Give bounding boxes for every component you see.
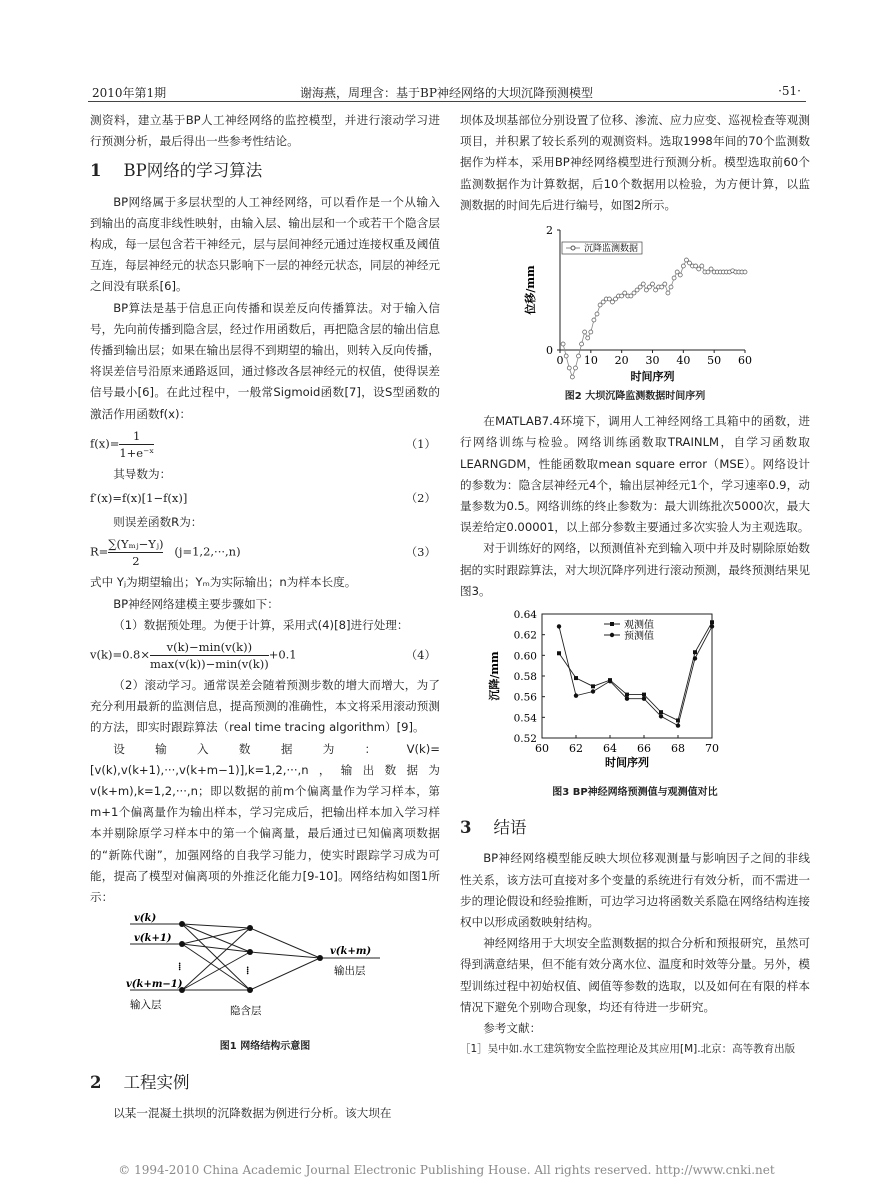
data-point <box>570 375 574 379</box>
data-point <box>625 697 629 701</box>
x-axis-label: 时间序列 <box>605 756 649 770</box>
right-column <box>460 110 810 1060</box>
figure-caption: 图2 大坝沉降监测数据时间序列 <box>564 391 706 403</box>
data-point <box>672 276 676 280</box>
data-point <box>574 693 578 697</box>
y-tick-label: 0.54 <box>513 712 537 725</box>
left-column <box>90 110 440 1124</box>
label: 其导数为： <box>113 466 172 481</box>
paragraph: 测资料，建立基于BP人工神经网络的监控模型，并进行滚动学习进行预测分析，最后得出一些参考性结论。 <box>90 113 440 149</box>
data-point <box>583 330 587 334</box>
reference-item: ［1］吴中如.水工建筑物安全监控理论及其应用[M].北京：高等教育出版 <box>460 1043 796 1056</box>
y-axis-label: 位移/mm <box>524 265 537 315</box>
data-point <box>642 697 646 701</box>
x-tick-label: 70 <box>705 742 719 756</box>
x-tick-label: 60 <box>535 742 549 756</box>
prediction-comparison-chart <box>460 606 810 778</box>
paragraph: （2）滚动学习。通常误差会随着预测步数的增大而增大，为了充分利用最新的监测信息，提高预测的准确性，本文将采用滚动预测的方法，即实时跟踪算法（real time tracing algorithm）[9]。 <box>90 678 440 735</box>
paragraph: （1）数据预处理。为便于计算，采用式(4)[8]进行处理： <box>113 617 409 632</box>
paragraph: BP神经网络建模主要步骤如下： <box>113 596 279 611</box>
data-point <box>743 270 747 274</box>
equation-4: v(k)=0.8× $\frac{v(k)-\min(v(k))}{\max(v(k))-\min(v(k))}$ +0.1 （4） <box>90 640 436 672</box>
data-point <box>589 330 593 334</box>
data-point <box>591 689 595 693</box>
svg-text:⁞: ⁞ <box>178 962 182 974</box>
data-point <box>557 624 561 628</box>
paragraph: 设输入数据为：V(k)=[v(k),v(k+1),···,v(k+m−1)],k=1,2,···,n，输出数据为v(k+m),k=1,2,···,n；即以数据的前m个偏离量作为学习样本，第m+1个偏离量作为输出样本，学习完成后，把输出样本加入学习样本并剔除原学习样本中的第一个偏离量，最后通过已知偏离项数据的“新陈代谢”，加强网络的自我学习能力，使实时跟踪学习成为可能，提高了模型对偏离项的外推泛化能力[9-10]。网络结构如图1所示： <box>90 741 440 905</box>
data-point <box>651 282 655 286</box>
journal-issue: 2010年第1期 <box>92 86 167 100</box>
data-point <box>700 264 704 268</box>
data-point <box>591 684 595 688</box>
legend-label: 预测值 <box>624 631 654 643</box>
input-layer-label: 输入层 <box>130 999 162 1012</box>
figure-caption: 图1 网络结构示意图 <box>219 1041 311 1053</box>
page-number: ·51· <box>778 84 801 98</box>
legend-label: 观测值 <box>624 620 654 632</box>
data-point <box>681 264 685 268</box>
y-tick-label: 0.52 <box>513 733 537 746</box>
data-point <box>693 650 697 654</box>
input-label: v(k+m−1) <box>126 979 183 991</box>
data-point <box>669 285 673 289</box>
data-point <box>577 354 581 358</box>
data-point <box>641 282 645 286</box>
data-point <box>693 656 697 660</box>
data-point <box>608 679 612 683</box>
data-point <box>663 282 667 286</box>
x-tick-label: 66 <box>637 742 651 756</box>
x-axis-label: 时间序列 <box>630 370 675 383</box>
section-heading: 2 工程实例 <box>90 1072 190 1092</box>
paragraph: 对于训练好的网络，以预测值补充到输入项中并及时剔除原始数据的实时跟踪算法，对大坝沉降序列进行滚动预测，最终预测结果见图3。 <box>460 541 810 598</box>
y-tick-label: 0.58 <box>513 671 537 684</box>
x-tick-label: 60 <box>738 354 752 368</box>
output-layer-label: 输出层 <box>334 965 366 978</box>
paragraph: BP算法是基于信息正向传播和误差反向传播算法。对于输入信号，先向前传播到隐含层，经过作用函数后，再把隐含层的输出信息传播到输出层；如果在输出层得不到期望的输出，则转入反向传播，将误差信号沿原来通路返回，通过修改各层神经元的权值，使得误差信号最小[6]。在此过程中，一般常Sigmoid函数[7]，设S型函数的激活作用函数f(x)： <box>90 300 440 421</box>
paragraph: 坝体及坝基部位分别设置了位移、渗流、应力应变、巡视检查等观测项目，并积累了较长系列的观测资料。选取1998年间的70个监测数据作为样本，采用BP神经网络模型进行预测分析。模型选取前60个监测数据作为计算数据，后10个数据用以检验，为方便计算，以监测数据的时间先后进行编号，如图2所示。 <box>460 113 810 212</box>
equation-1: f(x)= $\frac{1}{\text{1+e⁻ˣ}}$ （1） <box>90 428 436 460</box>
references-label: 参考文献： <box>483 1021 542 1036</box>
data-point <box>710 620 714 624</box>
data-point <box>678 273 682 277</box>
label: 则误差函数R为： <box>113 515 203 530</box>
figure-caption: 图3 BP神经网络预测值与观测值对比 <box>552 787 718 799</box>
data-point <box>659 710 663 714</box>
paragraph: 神经网络用于大坝安全监测数据的拟合分析和预报研究，虽然可得到满意结果，但不能有效分离水位、温度和时效等分量。另外，模型训练过程中初始权值、阈值等参数的选取，以及如何在有限的样本情况下避免个别吻合现象，均还有待进一步研究。 <box>460 936 810 1014</box>
x-tick-label: 68 <box>671 742 685 756</box>
y-tick-label: 0.60 <box>513 650 537 663</box>
data-point <box>659 714 663 718</box>
data-point <box>557 651 561 655</box>
x-tick-label: 50 <box>707 354 722 368</box>
paragraph: BP神经网络模型能反映大坝位移观测量与影响因子之间的非线性关系，该方法可直接对多个变量的系统进行有效分析，而不需进一步的理论假设和经验推断，可边学习边将函数关系隐在网络结构连接权中以形成函数映射结构。 <box>460 851 810 930</box>
data-point <box>580 342 584 346</box>
y-tick-label: 0 <box>546 344 553 358</box>
input-label: v(k+1) <box>134 933 172 945</box>
legend-marker <box>610 622 614 626</box>
header-rule <box>88 101 806 102</box>
data-point <box>710 624 714 628</box>
y-tick-label: 0.62 <box>513 629 537 642</box>
copyright-footer: © 1994-2010 China Academic Journal Electronic Publishing House. All rights reserved. http://www.cnki.net <box>118 1163 775 1177</box>
equation-3: R= $\frac{\text{∑(Yₘⱼ−Yⱼ)}}{2}$ (j=1,2,···,n) （3） <box>90 537 436 569</box>
x-tick-label: 0 <box>556 354 564 368</box>
x-tick-label: 40 <box>676 354 691 368</box>
hidden-layer-label: 隐含层 <box>230 1005 262 1018</box>
x-tick-label: 64 <box>603 742 617 756</box>
paragraph: 以某一混凝土拱坝的沉降数据为例进行分析。该大坝在 <box>113 1105 392 1120</box>
y-axis-label: 沉降/mm <box>488 651 501 701</box>
data-point <box>666 291 670 295</box>
svg-text:⁞: ⁞ <box>246 966 250 978</box>
data-point <box>625 693 629 697</box>
x-tick-label: 10 <box>583 354 598 368</box>
section-heading: 3 结语 <box>460 818 527 838</box>
equation-2: f′(x)=f(x)[1−f(x)] （2） <box>90 491 436 506</box>
data-point <box>573 366 577 370</box>
output-label: v(k+m) <box>330 946 372 958</box>
section-heading: 1 BP网络的学习算法 <box>90 161 263 181</box>
data-point <box>561 342 565 346</box>
data-point <box>592 318 596 322</box>
data-point <box>676 723 680 727</box>
legend-label: 沉降监测数据 <box>584 244 639 255</box>
data-point <box>574 676 578 680</box>
y-tick-label: 0.64 <box>513 609 537 622</box>
network-structure-figure <box>90 912 440 1032</box>
y-tick-label: 2 <box>546 224 553 238</box>
x-tick-label: 20 <box>614 354 629 368</box>
data-point <box>595 312 599 316</box>
y-tick-label: 0.56 <box>513 691 537 704</box>
paragraph: BP网络属于多层状型的人工神经网络，可以看作是一个从输入到输出的高度非线性映射，由输入层、输出层和一个或若干个隐含层构成，每一层包含若干神经元，层与层间神经元通过连接权重及阈值互连，每层神经元的状态只影响下一层的神经元状态，同层的神经元之间没有联系[6]。 <box>90 194 440 294</box>
data-point <box>567 366 571 370</box>
settlement-time-series-chart <box>460 222 810 382</box>
data-point <box>642 693 646 697</box>
data-point <box>586 336 590 340</box>
x-tick-label: 62 <box>569 742 583 756</box>
data-point <box>564 354 568 358</box>
running-title: 谢海燕，周理含：基于BP神经网络的大坝沉降预测模型 <box>300 86 593 100</box>
paragraph: 在MATLAB7.4环境下，调用人工神经网络工具箱中的函数，进行网络训练与检验。网络训练函数取TRAINLM，自学习函数取LEARNGDM，性能函数取mean square error（MSE）。网络设计的参数为：隐含层神经元4个，输出层神经元1个，学习速率0.9，动量参数为0.5。网络训练的终止参数为：最大训练批次5000次，最大误差给定0.00001，以上部分参数主要通过多次实验人为主观选取。 <box>460 414 810 535</box>
input-label: v(k) <box>134 913 157 925</box>
legend-marker <box>610 633 614 637</box>
x-tick-label: 30 <box>645 354 660 368</box>
legend-marker <box>571 246 575 250</box>
paragraph: 式中 Yⱼ为期望输出；Yₘ为实际输出；n为样本长度。 <box>90 575 357 590</box>
